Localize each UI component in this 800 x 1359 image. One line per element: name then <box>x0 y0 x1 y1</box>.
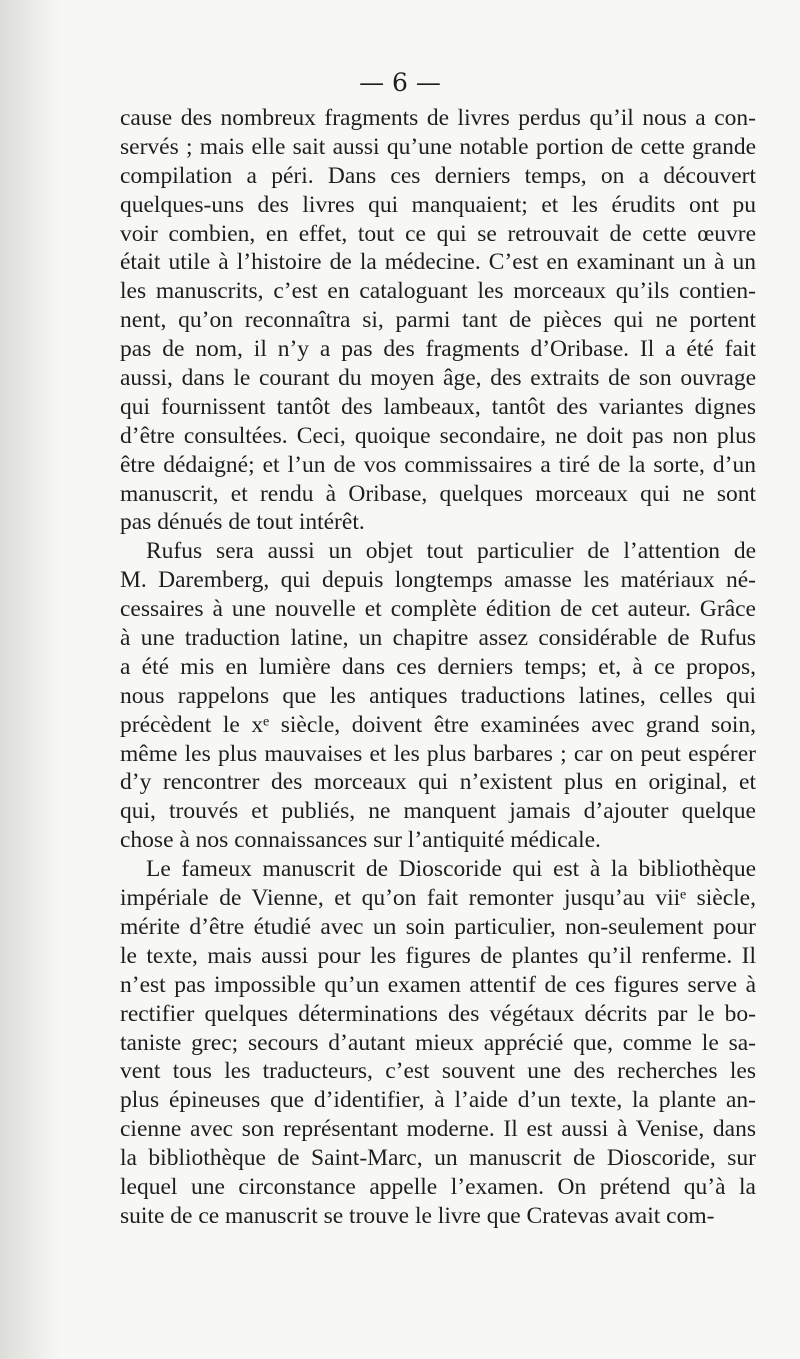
text-line: cienne avec son représentant moderne. Il est aussi à Venise, dans <box>120 1116 756 1143</box>
text-line: chose à nos connaissances sur l’antiquité médicale. <box>120 827 601 854</box>
text-line: a été mis en lumière dans ces derniers temps; et, à ce propos, <box>120 653 756 680</box>
text-line: pas dénués de tout intérêt. <box>120 509 365 536</box>
text-line: la bibliothèque de Saint-Marc, un manuscrit de Dioscoride, sur <box>120 1145 756 1172</box>
text-line: nous rappelons que les antiques traductions latines, celles qui <box>120 682 756 709</box>
paragraph <box>120 537 756 855</box>
text-line: suite de ce manuscrit se trouve le livre que Cratevas avait com- <box>120 1202 715 1229</box>
text-line: était utile à l’histoire de la médecine. C’est en examinant un à un <box>120 249 756 276</box>
text-line: les manuscrits, c’est en cataloguant les morceaux qu’ils contien- <box>120 278 756 305</box>
text-line: taniste grec; secours d’autant mieux apprécié que, comme le sa- <box>120 1029 756 1056</box>
text-line: Rufus sera aussi un objet tout particulier de l’attention de <box>146 538 756 565</box>
text-line: servés ; mais elle sait aussi qu’une notable portion de cette grande <box>120 133 756 160</box>
page-number: — 6 — <box>359 68 441 97</box>
text-line: le texte, mais aussi pour les figures de plantes qu’il renferme. Il <box>120 942 756 969</box>
text-line: vent tous les traducteurs, c’est souvent une des recherches les <box>120 1058 756 1085</box>
text-line: d’être consultées. Ceci, quoique secondaire, ne doit pas non plus <box>120 422 756 449</box>
text-line: même les plus mauvaises et les plus barbares ; car on peut espérer <box>120 740 756 767</box>
text-line: pas de nom, il n’y a pas des fragments d’Oribase. Il a été fait <box>120 336 756 363</box>
text-line: Le fameux manuscrit de Dioscoride qui est à la bibliothèque <box>146 856 756 883</box>
text-line: plus épineuses que d’identifier, à l’aide d’un texte, la plante an- <box>120 1087 756 1114</box>
text-line: qui fournissent tantôt des lambeaux, tantôt des variantes dignes <box>120 393 756 420</box>
text-line: compilation a péri. Dans ces derniers temps, on a découvert <box>120 162 756 189</box>
text-line: manuscrit, et rendu à Oribase, quelques morceaux qui ne sont <box>120 480 756 507</box>
text-line: nent, qu’on reconnaîtra si, parmi tant de pièces qui ne portent <box>120 307 756 334</box>
text-line: rectifier quelques déterminations des végétaux décrits par le bo- <box>120 1000 756 1027</box>
text-line: impériale de Vienne, et qu’on fait remonter jusqu’au viiᵉ siècle, <box>120 885 756 912</box>
text-line: quelques-uns des livres qui manquaient; et les érudits ont pu <box>120 191 756 218</box>
text-line: être dédaigné; et l’un de vos commissaires a tiré de la sorte, d’un <box>120 451 756 478</box>
text-line: cessaires à une nouvelle et complète édition de cet auteur. Grâce <box>120 596 756 623</box>
text-line: M. Daremberg, qui depuis longtemps amasse les matériaux né- <box>120 567 756 594</box>
text-line: précèdent le xᵉ siècle, doivent être examinées avec grand soin, <box>120 711 756 738</box>
text-line: d’y rencontrer des morceaux qui n’existent plus en original, et <box>120 769 756 796</box>
text-line: aussi, dans le courant du moyen âge, des extraits de son ouvrage <box>120 365 756 392</box>
text-line: mérite d’être étudié avec un soin particulier, non-seulement pour <box>120 913 756 940</box>
text-line: cause des nombreux fragments de livres perdus qu’il nous a con- <box>120 105 756 131</box>
text-line: n’est pas impossible qu’un examen attentif de ces figures serve à <box>120 971 756 998</box>
paragraph <box>120 855 756 1231</box>
text-line: lequel une circonstance appelle l’examen. On prétend qu’à la <box>120 1173 756 1200</box>
text-line: qui, trouvés et publiés, ne manquent jamais d’ajouter quelque <box>120 798 756 825</box>
text-line: à une traduction latine, un chapitre assez considérable de Rufus <box>120 625 756 652</box>
paragraph <box>120 104 756 537</box>
body-text <box>120 104 756 1231</box>
text-line: voir combien, en effet, tout ce qui se retrouvait de cette œuvre <box>120 220 756 247</box>
